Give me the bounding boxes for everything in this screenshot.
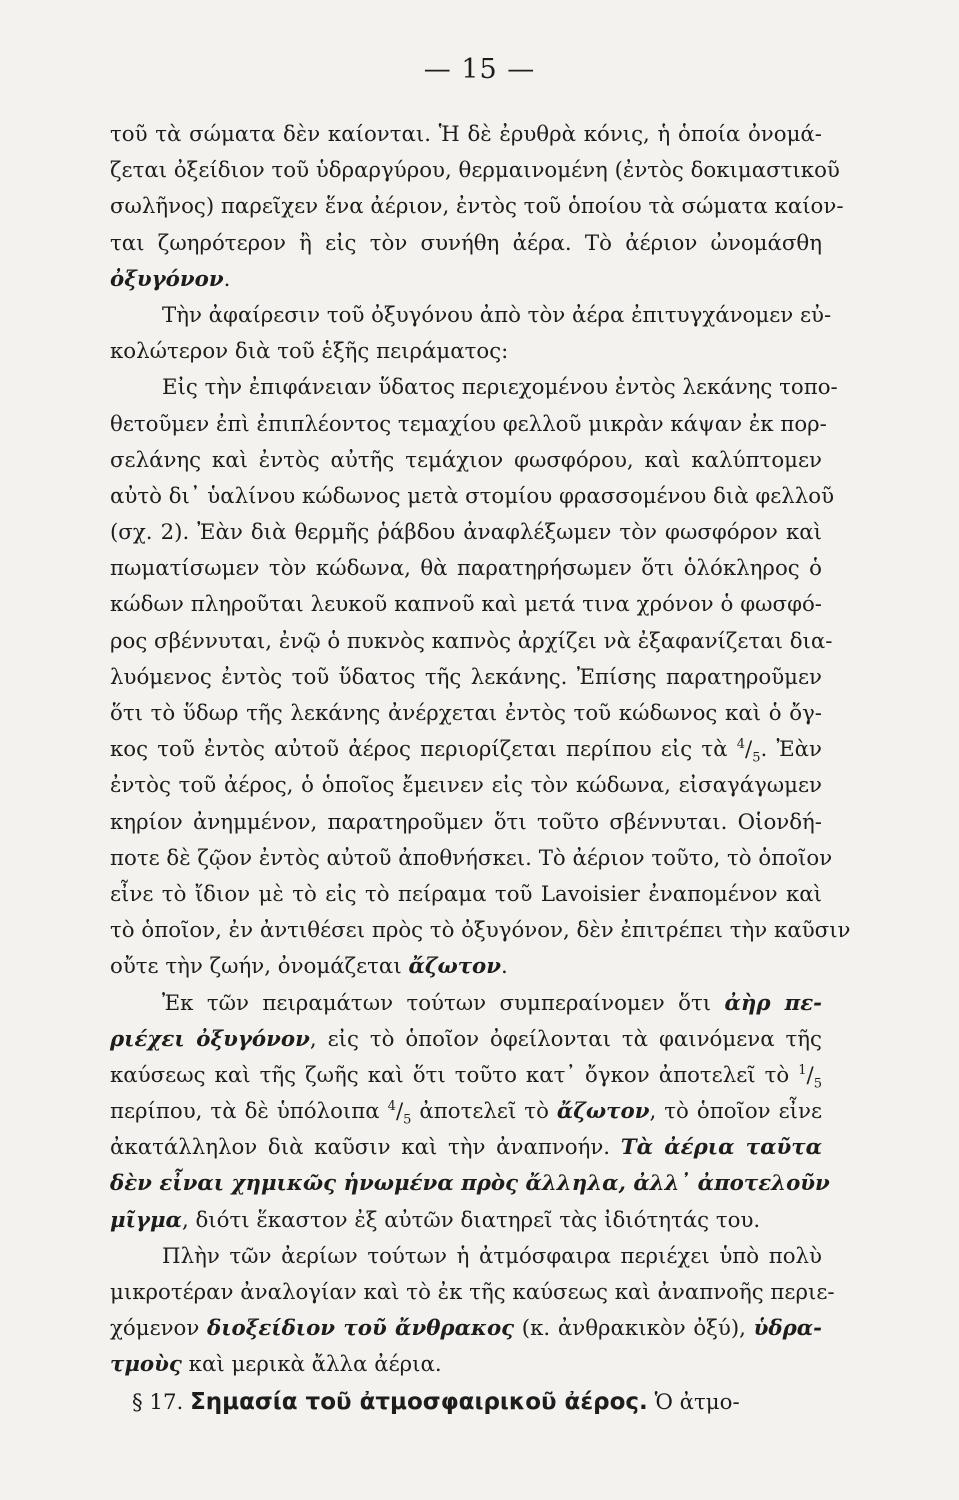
emphasis-text: ὀξυγόνον	[110, 266, 224, 292]
text-line	[110, 153, 840, 189]
text-line	[110, 515, 822, 551]
text-line	[110, 1022, 822, 1058]
text-line	[110, 732, 822, 768]
text-segment: τὸ ὁποῖον, ἐν ἀντιθέσει πρὸς τὸ ὀξυγόνον, δὲν ἐπιτρέπει τὴν καῦσιν	[110, 918, 851, 944]
text-line	[110, 551, 822, 587]
text-line	[110, 768, 822, 804]
text-segment: Εἰς τὴν ἐπιφάνειαν ὕδατος περιεχομένου ἐντὸς λεκάνης τοπο-	[162, 375, 838, 401]
text-segment: .	[501, 954, 508, 980]
text-segment: /	[806, 1062, 814, 1088]
text-line	[110, 841, 833, 877]
text-line	[110, 587, 822, 623]
emphasis-text: ὑδρα-	[753, 1316, 822, 1342]
emphasis-text: διοξείδιον τοῦ ἄνθρακος	[207, 1316, 515, 1342]
text-segment: μικροτέραν ἀναλογίαν καὶ τὸ ἐκ τῆς καύσεως καὶ ἀναπνοῆς περιε-	[110, 1280, 835, 1305]
text-segment: ἐντὸς τοῦ ἀέρος, ὁ ὁποῖος ἔμεινεν εἰς τὸν κώδωνα, εἰσαγάγωμεν	[110, 773, 822, 799]
text-segment: Ὁ ἀτμο-	[647, 1389, 740, 1415]
emphasis-text: μῖγμα	[110, 1207, 182, 1233]
text-segment: οὔτε τὴν ζωήν, ὀνομάζεται	[110, 954, 409, 980]
text-segment: τοῦ τὰ σώματα δὲν καίονται. Ἡ δὲ ἐρυθρὰ κόνις, ἡ ὁποία ὀνομά-	[110, 122, 822, 147]
text-line	[110, 1275, 835, 1311]
text-segment: περίπου, τὰ δὲ ὑπόλοιπα	[110, 1099, 388, 1125]
text-line	[110, 479, 835, 515]
text-segment: 5	[403, 1112, 412, 1128]
text-line	[110, 298, 832, 334]
text-segment: § 17.	[132, 1389, 191, 1415]
text-segment: 5	[752, 750, 761, 766]
text-segment: ποτε δὲ ζῷον ἐντὸς αὐτοῦ ἀποθνήσκει. Τὸ ἀέριον τοῦτο, τὸ ὁποῖον	[110, 845, 833, 871]
text-segment: αὐτὸ δι᾽ ὑαλίνου κώδωνος μετὰ στομίου φρασσομένου διὰ φελλοῦ	[110, 483, 835, 509]
text-segment: ρος σβέννυται, ἐνῷ ὁ πυκνὸς καπνὸς ἀρχίζει νὰ ἐξαφανίζεται δια-	[110, 628, 833, 654]
text-segment: κηρίον ἀνημμένον, παρατηροῦμεν ὅτι τοῦτο σβέννυται. Οἱονδή-	[110, 809, 822, 835]
text-line	[110, 226, 822, 262]
text-line	[110, 1130, 822, 1166]
text-line	[110, 949, 822, 985]
emphasis-text: ριέχει ὀξυγόνον	[110, 1026, 310, 1052]
text-segment: 4	[387, 1098, 396, 1114]
text-segment: , διότι ἕκαστον ἐξ αὐτῶν διατηρεῖ τὰς ἰδιότητάς του.	[181, 1207, 761, 1233]
emphasis-text: Τὰ ἀέρια ταῦτα	[620, 1135, 822, 1161]
emphasis-text: ἄζωτον	[408, 954, 502, 980]
text-segment: ται ζωηρότερον ἢ εἰς τὸν συνήθη ἀέρα. Τὸ ἀέριον ὠνομάσθη	[110, 230, 822, 256]
text-line	[110, 696, 822, 732]
text-line	[110, 1094, 822, 1130]
text-segment: 1	[798, 1062, 807, 1078]
emphasis-text: ἄζωτον	[556, 1099, 650, 1125]
text-segment: πωματίσωμεν τὸν κώδωνα, θὰ παρατηρήσωμεν ὅτι ὁλόκληρος ὁ	[110, 556, 822, 582]
text-line	[110, 262, 822, 298]
text-segment: (σχ. 2). Ἐὰν διὰ θερμῆς ῥάβδου ἀναφλέξωμεν τὸν φωσφόρον καὶ	[110, 520, 822, 546]
text-segment: , τὸ ὁποῖον εἶνε	[649, 1099, 822, 1125]
text-line	[110, 407, 827, 443]
text-line	[110, 1347, 822, 1383]
text-line	[110, 877, 822, 913]
text-line	[110, 370, 838, 406]
text-segment: κος τοῦ ἐντὸς αὐτοῦ ἀέρος περιορίζεται περίπου εἰς τὰ	[110, 737, 737, 763]
text-segment: καὶ μερικὰ ἄλλα ἀέρια.	[181, 1352, 442, 1378]
text-line	[110, 913, 851, 949]
text-line	[110, 334, 822, 370]
body-text	[110, 117, 851, 1420]
text-segment: θετοῦμεν ἐπὶ ἐπιπλέοντος τεμαχίου φελλοῦ μικρὰν κάψαν ἐκ πορ-	[110, 411, 827, 437]
text-line	[110, 986, 822, 1022]
text-segment: κώδων πληροῦται λευκοῦ καπνοῦ καὶ μετά τινα χρόνον ὁ φωσφό-	[110, 592, 822, 618]
text-segment: (κ. ἀνθρακικὸν ὀξύ),	[514, 1316, 754, 1342]
section-title: Σημασία τοῦ ἀτμοσφαιρικοῦ ἀέρος.	[190, 1388, 648, 1415]
text-segment: Ἐκ τῶν πειραμάτων τούτων συμπεραίνομεν ὅτι	[162, 990, 725, 1016]
text-segment: σελάνης καὶ ἐντὸς αὐτῆς τεμάχιον φωσφόρου, καὶ καλύπτομεν	[110, 447, 822, 473]
text-line	[110, 624, 833, 660]
text-line	[110, 443, 822, 479]
text-segment: . Ἐὰν	[760, 737, 822, 763]
text-segment: 5	[813, 1076, 822, 1092]
text-segment: ἀποτελεῖ τὸ	[411, 1099, 557, 1125]
text-segment: εἶνε τὸ ἴδιον μὲ τὸ εἰς τὸ πείραμα τοῦ Lavoisier ἐναπομένον καὶ	[110, 881, 822, 907]
text-segment: 4	[736, 737, 746, 753]
text-segment: /	[395, 1099, 404, 1125]
text-segment: Τὴν ἀφαίρεσιν τοῦ ὀξυγόνου ἀπὸ τὸν ἀέρα ἐπιτυγχάνομεν εὐ-	[162, 302, 832, 328]
text-segment: ζεται ὀξείδιον τοῦ ὑδραργύρου, θερμαινομένη (ἐντὸς δοκιμαστικοῦ	[110, 158, 840, 184]
text-segment: /	[745, 737, 753, 763]
emphasis-text: δὲν εἶναι χημικῶς ἡνωμένα πρὸς ἄλληλα, ἀλλ᾽ ἀποτελοῦν	[110, 1171, 830, 1197]
text-segment: σωλῆνος) παρεῖχεν ἕνα ἀέριον, ἐντὸς τοῦ ὁποίου τὰ σώματα καίον-	[110, 194, 844, 220]
text-segment: χόμενον	[110, 1316, 208, 1342]
text-segment: , εἰς τὸ ὁποῖον ὀφείλονται τὰ φαινόμενα τῆς	[309, 1026, 822, 1052]
text-segment: ὅτι τὸ ὕδωρ τῆς λεκάνης ἀνέρχεται ἐντὸς τοῦ κώδωνος καὶ ὁ ὄγ-	[110, 701, 822, 726]
text-line	[110, 1311, 822, 1347]
text-line	[110, 1239, 822, 1275]
text-line	[110, 117, 822, 153]
page-number: — 15 —	[423, 54, 536, 85]
text-line	[110, 660, 822, 696]
text-segment: καύσεως καὶ τῆς ζωῆς καὶ ὅτι τοῦτο κατ᾽ ὄγκον ἀποτελεῖ τὸ	[110, 1062, 799, 1088]
text-line	[110, 1058, 822, 1094]
emphasis-text: τμοὺς	[110, 1352, 182, 1378]
text-line	[110, 1166, 830, 1202]
section-heading-line	[110, 1384, 822, 1420]
text-segment: λυόμενος ἐντὸς τοῦ ὕδατος τῆς λεκάνης. Ἐπίσης παρατηροῦμεν	[110, 664, 822, 690]
emphasis-text: ἀὴρ πε-	[724, 990, 822, 1016]
text-segment: κολώτερον διὰ τοῦ ἑξῆς πειράματος:	[110, 339, 509, 365]
text-segment: .	[223, 266, 231, 292]
text-segment: ἀκατάλληλον διὰ καῦσιν καὶ τὴν ἀναπνοήν.	[110, 1135, 621, 1161]
text-segment: Πλὴν τῶν ἀερίων τούτων ἡ ἀτμόσφαιρα περιέχει ὑπὸ πολὺ	[162, 1243, 822, 1269]
text-line	[110, 805, 822, 841]
text-line	[110, 1203, 822, 1239]
text-line	[110, 189, 844, 225]
